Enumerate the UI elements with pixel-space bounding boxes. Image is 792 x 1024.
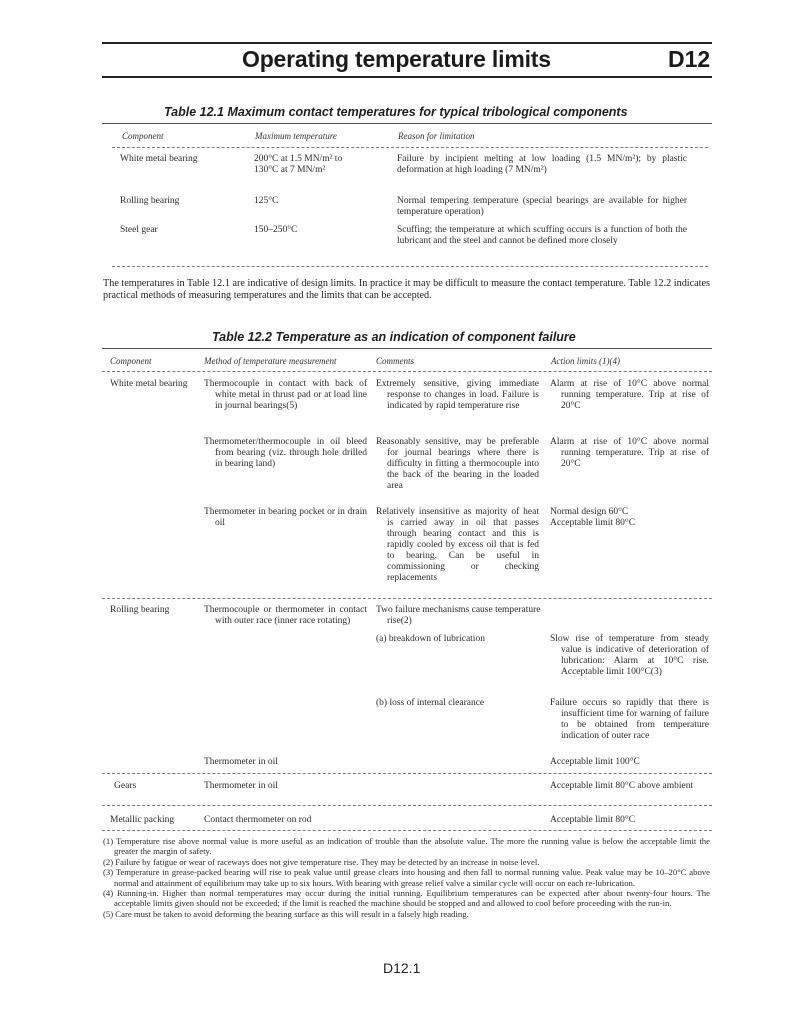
table2-row4-component: Rolling bearing bbox=[110, 605, 170, 615]
header-top-rule bbox=[102, 42, 712, 44]
table1-row2-component: Rolling bearing bbox=[120, 196, 180, 206]
table2-row3-comments: Relatively insensitive as majority of heat is carried away in oil that passes through bearing contact and this is rapidly cooled by excess oil that is fed to bearing. Can be useful in commissioning or checking replacements bbox=[376, 507, 539, 583]
table2-row8-component: Gears bbox=[114, 781, 137, 791]
table1-row1-max-temp: 200°C at 1.5 MN/m² to 130°C at 7 MN/m² bbox=[254, 154, 343, 175]
table2-row6-comments: (b) loss of internal clearance bbox=[376, 698, 485, 708]
intro-paragraph: The temperatures in Table 12.1 are indicative of design limits. In practice it may be difficult to measure the contact temperature. Table 12.2 indicates practical methods of measuring temperatures and the limits that can be accepted. bbox=[103, 278, 710, 301]
table2-row3-action: Normal design 60°C Acceptable limit 80°C bbox=[550, 507, 636, 528]
table2-row1-comments: Extremely sensitive, giving immediate response to changes in load. Failure is indicated by rapid temperature rise bbox=[376, 379, 539, 411]
table1-col-component: Component bbox=[122, 131, 164, 141]
table2-header-rule bbox=[102, 371, 712, 372]
table2-col-method: Method of temperature measurement bbox=[204, 356, 337, 366]
table2-row6-action: Failure occurs so rapidly that there is insufficient time for warning of failure to be obtained from temperature indication of outer race bbox=[550, 698, 709, 741]
table1-col-max-temp: Maximum temperature bbox=[255, 131, 337, 141]
table1-row2-max-temp: 125°C bbox=[254, 196, 279, 206]
table2-row1-method: Thermocouple in contact with back of white metal in thrust pad or at load line in journal bearings(5) bbox=[204, 379, 367, 411]
footnote-3: (3) Temperature in grease-packed bearing will rise to peak value until grease clears into housing and then fall to normal running value. Peak value may be 10–20°C above normal and attainment of equilibrium may take up to six hours. With bearing with grease relief valve a similar cycle will occur on each re-lubrication. bbox=[103, 867, 710, 888]
table2-row8-action: Acceptable limit 80°C above ambient bbox=[550, 781, 694, 791]
table1-top-rule bbox=[102, 123, 712, 124]
table1-row3-max-temp: 150–250°C bbox=[254, 225, 298, 235]
table2-row2-method: Thermometer/thermocouple in oil bleed from bearing (viz. through hole drilled in bearing land) bbox=[204, 437, 367, 469]
table2-row5-comments: (a) breakdown of lubrication bbox=[376, 634, 485, 644]
table2-row1-action: Alarm at rise of 10°C above normal running temperature. Trip at rise of 20°C bbox=[550, 379, 709, 411]
table2-caption: Table 12.2 Temperature as an indication of component failure bbox=[212, 330, 576, 344]
table1-row3-component: Steel gear bbox=[120, 225, 158, 235]
footnote-2: (2) Failure by fatigue or wear of raceways does not give temperature rise. They may be detected by an increase in noise level. bbox=[103, 856, 540, 867]
table2-col-action: Action limits (1)(4) bbox=[551, 356, 620, 366]
table2-top-rule bbox=[102, 348, 712, 349]
table2-row1-component: White metal bearing bbox=[110, 379, 188, 389]
table2-col-component: Component bbox=[110, 356, 152, 366]
table2-row9-method: Contact thermometer on rod bbox=[204, 815, 312, 825]
footnote-1: (1) Temperature rise above normal value is more useful as an indication of trouble than the absolute value. The more the running value is below the acceptable limit the greater the margin of safety. bbox=[103, 836, 710, 857]
header-bottom-rule bbox=[102, 76, 712, 78]
table2-row4-comments: Two failure mechanisms cause temperature rise(2) bbox=[376, 605, 541, 626]
page-title: Operating temperature limits bbox=[242, 46, 551, 72]
page-number: D12.1 bbox=[383, 960, 421, 976]
table2-row4-method: Thermocouple or thermometer in contact with outer race (inner race rotating) bbox=[204, 605, 367, 626]
table2-row5-action: Slow rise of temperature from steady value is indicative of deterioration of lubrication: Alarm at 10°C rise. Acceptable limit 100°C(3) bbox=[550, 634, 709, 677]
section-code: D12 bbox=[668, 46, 711, 72]
table1-header-rule bbox=[112, 147, 708, 148]
table2-row9-action: Acceptable limit 80°C bbox=[550, 815, 636, 825]
table1-row2-reason: Normal tempering temperature (special bearings are available for higher temperature operation) bbox=[397, 196, 687, 217]
footnote-4: (4) Running-in. Higher than normal temperatures may occur during the initial running. Equilibrium temperatures can be expected after about twenty-four hours. The acceptable limits given should not be exceeded; if the limit is reached the machine should be stopped and and allowed to cool before proceeding with the run-in. bbox=[103, 888, 710, 909]
table2-row2-comments: Reasonably sensitive, may be preferable for journal bearings where there is difficulty in fitting a thermocouple into the back of the bearing in the loaded area bbox=[376, 437, 539, 491]
table2-row7-action: Acceptable limit 100°C bbox=[550, 757, 640, 767]
table2-row7-method: Thermometer in oil bbox=[204, 757, 278, 767]
footnote-5: (5) Care must be taken to avoid deforming the bearing surface as this will result in a falsely high reading. bbox=[103, 908, 469, 919]
table2-section-rule-3 bbox=[102, 805, 712, 806]
footnotes bbox=[103, 836, 710, 919]
table2-row2-action: Alarm at rise of 10°C above normal running temperature. Trip at rise of 20°C bbox=[550, 437, 709, 469]
table2-row9-component: Metallic packing bbox=[110, 815, 175, 825]
table1-row1-component: White metal bearing bbox=[120, 154, 198, 164]
table2-section-rule-2 bbox=[102, 773, 712, 774]
table1-row3-reason: Scuffing; the temperature at which scuffing occurs is a function of both the lubricant and the steel and cannot be defined more closely bbox=[397, 225, 687, 246]
table1-col-reason: Reason for limitation bbox=[398, 131, 475, 141]
table1-caption: Table 12.1 Maximum contact temperatures for typical tribological components bbox=[164, 105, 628, 119]
table1-bottom-rule bbox=[112, 266, 708, 267]
table2-bottom-rule bbox=[102, 830, 712, 831]
table2-row3-method: Thermometer in bearing pocket or in drain oil bbox=[204, 507, 367, 528]
table1-row1-reason: Failure by incipient melting at low loading (1.5 MN/m²); by plastic deformation at high loading (7 MN/m²) bbox=[397, 154, 687, 175]
table2-row8-method: Thermometer in oil bbox=[204, 781, 278, 791]
table2-section-rule-1 bbox=[102, 598, 712, 599]
table2-col-comments: Comments bbox=[376, 356, 414, 366]
